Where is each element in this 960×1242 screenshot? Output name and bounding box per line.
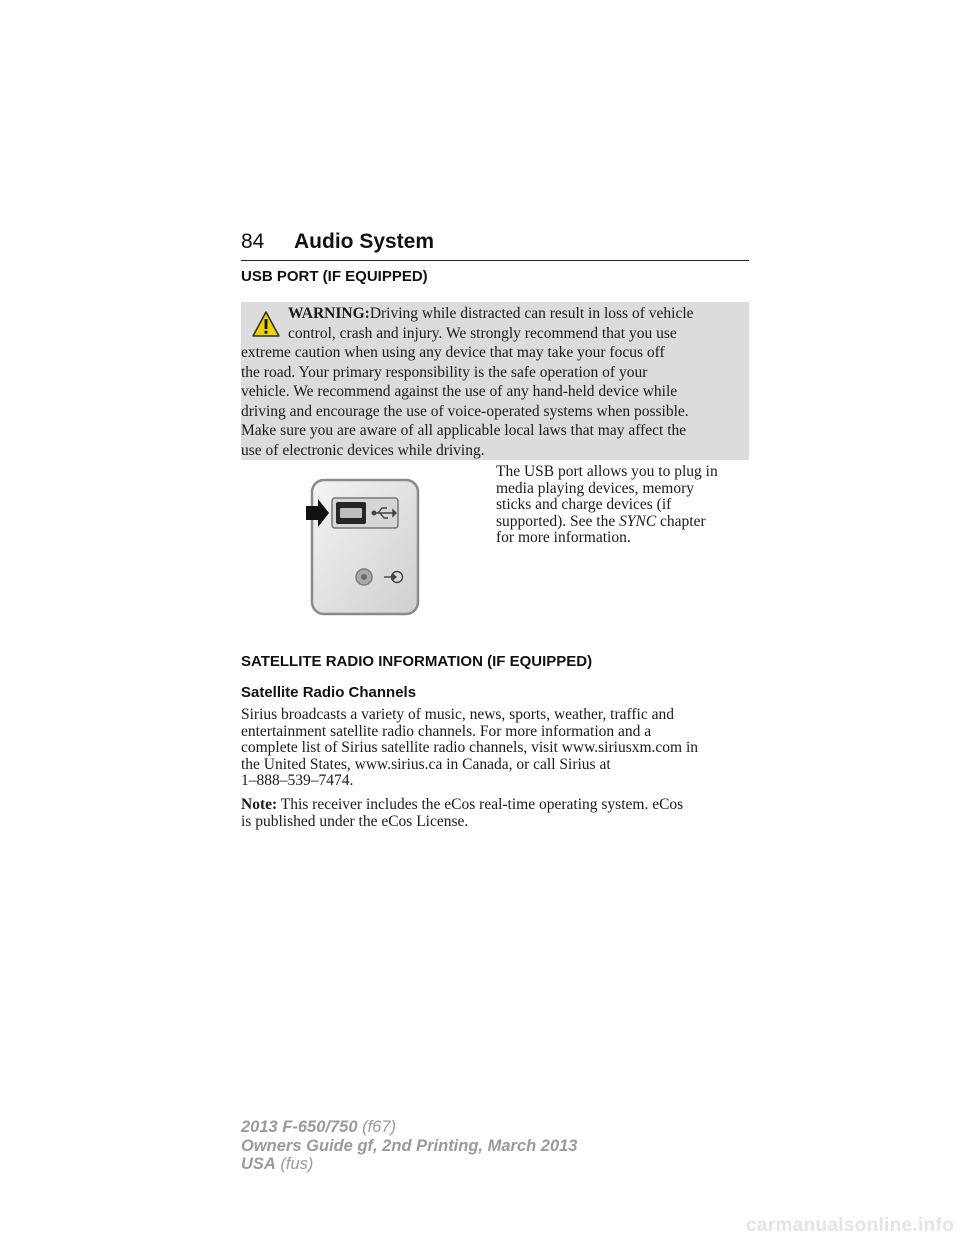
- warning-line: control, crash and injury. We strongly recommend that you use: [288, 324, 677, 342]
- satellite-radio-heading: SATELLITE RADIO INFORMATION (IF EQUIPPED): [241, 653, 593, 670]
- satellite-radio-channels-subheading: Satellite Radio Channels: [241, 684, 417, 701]
- warning-label: WARNING:: [288, 305, 370, 322]
- usb-port-heading: USB PORT (IF EQUIPPED): [241, 268, 428, 285]
- chapter-title: Audio System: [294, 230, 435, 253]
- warning-box: [241, 302, 749, 460]
- warning-line: WARNING:Driving while distracted can result in loss of vehicle: [288, 305, 694, 322]
- page-header: [241, 230, 749, 261]
- warning-line: extreme caution when using any device that may take your focus off: [241, 344, 665, 361]
- warning-line: use of electronic devices while driving.: [241, 441, 485, 459]
- usb-port-description: The USB port allows you to plug in media playing devices, memory sticks and charge devices (if supported). See the SYNC chapter for more information.: [496, 463, 718, 546]
- ecos-note: Note: This receiver includes the eCos real-time operating system. eCos is published under the eCos License.: [241, 796, 684, 830]
- watermark: carmanualsonline.info: [746, 1215, 954, 1236]
- page-number: 84: [241, 230, 265, 253]
- warning-line: vehicle. We recommend against the use of any hand-held device while: [241, 383, 678, 400]
- satellite-radio-paragraph: Sirius broadcasts a variety of music, news, sports, weather, traffic and entertainment satellite radio channels. For more information and a complete list of Sirius satellite radio channels, visit www.siriusxm.com in the United States, www.sirius.ca in Canada, or call Sirius at 1–888–539–7474.: [241, 706, 699, 789]
- warning-line: the road. Your primary responsibility is the safe operation of your: [241, 363, 648, 381]
- warning-line: Make sure you are aware of all applicable local laws that may affect the: [241, 422, 687, 439]
- warning-text: [241, 304, 749, 460]
- sync-chapter-reference: SYNC: [619, 512, 657, 530]
- note-label: Note:: [241, 796, 278, 813]
- document-footer: 2013 F-650/750 (f67) Owners Guide gf, 2nd Printing, March 2013 USA (fus): [241, 1118, 578, 1173]
- warning-line: driving and encourage the use of voice-operated systems when possible.: [241, 402, 689, 420]
- usb-port-illustration: [305, 478, 421, 618]
